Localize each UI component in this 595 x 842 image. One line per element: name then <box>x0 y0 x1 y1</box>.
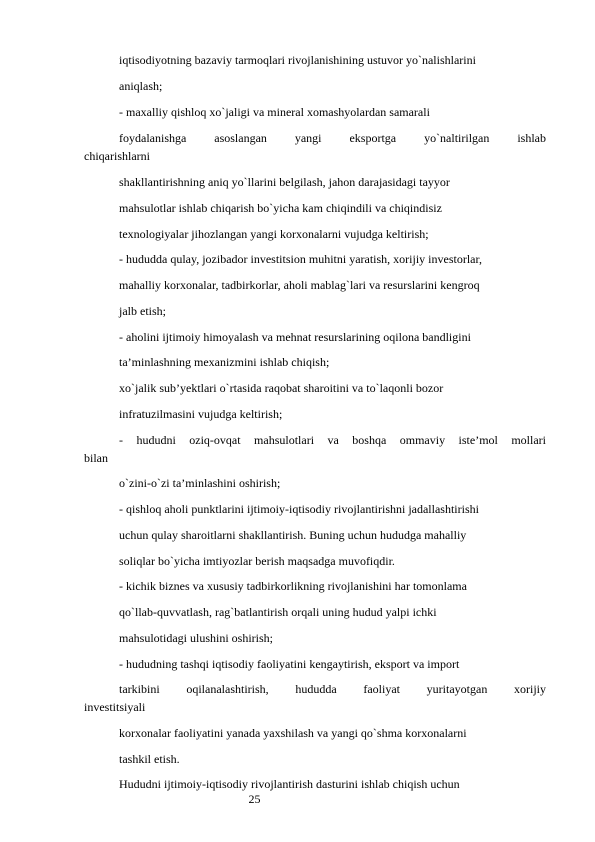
text-line: - aholini ijtimoiy himoyalash va mehnat resurslarining oqilona bandligini <box>119 330 471 344</box>
text-line: soliqlar bo`yicha imtiyozlar berish maqsadga muvofiqdir. <box>119 554 395 568</box>
text-line: investitsiyali <box>84 700 146 714</box>
text-line: infratuzilmasini vujudga keltirish; <box>119 407 283 421</box>
text-line: tarkibini oqilanalashtirish, hududda faoliyat yuritayotgan xorijiy <box>119 682 546 696</box>
text-line: iqtisodiyotning bazaviy tarmoqlari rivojlanishining ustuvor yo`nalishlarini <box>119 53 476 67</box>
text-line: foydalanishga asoslangan yangi eksportga yo`naltirilgan ishlab <box>119 131 546 145</box>
text-line: o`zini-o`zi ta’minlashini oshirish; <box>119 476 281 490</box>
text-line: korxonalar faoliyatini yanada yaxshilash va yangi qo`shma korxonalarni <box>119 726 467 740</box>
text-line: - maxalliy qishloq xo`jaligi va mineral xomashyolardan samarali <box>119 105 430 119</box>
text-line: mahalliy korxonalar, tadbirkorlar, aholi mablag`lari va resurslarini kengroq <box>119 278 480 292</box>
text-line: ta’minlashning mexanizmini ishlab chiqish; <box>119 355 330 369</box>
text-line: aniqlash; <box>119 79 163 93</box>
text-line: tashkil etish. <box>119 752 180 766</box>
text-line: jalb etish; <box>119 304 166 318</box>
text-line: shakllantirishning aniq yo`llarini belgilash, jahon darajasidagi tayyor <box>119 175 450 189</box>
text-line: - hududning tashqi iqtisodiy faoliyatini kengaytirish, eksport va import <box>119 657 460 671</box>
text-line: - hududda qulay, jozibador investitsion muhitni yaratish, xorijiy investorlar, <box>119 252 483 266</box>
text-line: - qishloq aholi punktlarini ijtimoiy-iqtisodiy rivojlantirishni jadallashtirishi <box>119 502 479 516</box>
text-line: qo`llab-quvvatlash, rag`batlantirish orqali uning hudud yalpi ichki <box>119 605 437 619</box>
text-line: - kichik biznes va xususiy tadbirkorlikning rivojlanishini har tomonlama <box>119 579 467 593</box>
text-line: xo`jalik sub’yektlari o`rtasida raqobat sharoitini va to`laqonli bozor <box>119 381 444 395</box>
text-line: uchun qulay sharoitlarni shakllantirish. Buning uchun hududga mahalliy <box>119 528 467 542</box>
page-number: 25 <box>248 792 261 806</box>
text-line: mahsulotlar ishlab chiqarish bo`yicha kam chiqindili va chiqindisiz <box>119 201 442 215</box>
text-line: texnologiyalar jihozlangan yangi korxonalarni vujudga keltirish; <box>119 227 429 241</box>
text-line: bilan <box>84 451 108 465</box>
text-line: chiqarishlarni <box>84 149 150 163</box>
text-line: Hududni ijtimoiy-iqtisodiy rivojlantirish dasturini ishlab chiqish uchun <box>119 777 460 791</box>
text-line: - hududni oziq-ovqat mahsulotlari va boshqa ommaviy iste’mol mollari <box>119 433 546 447</box>
text-line: mahsulotidagi ulushini oshirish; <box>119 631 274 645</box>
